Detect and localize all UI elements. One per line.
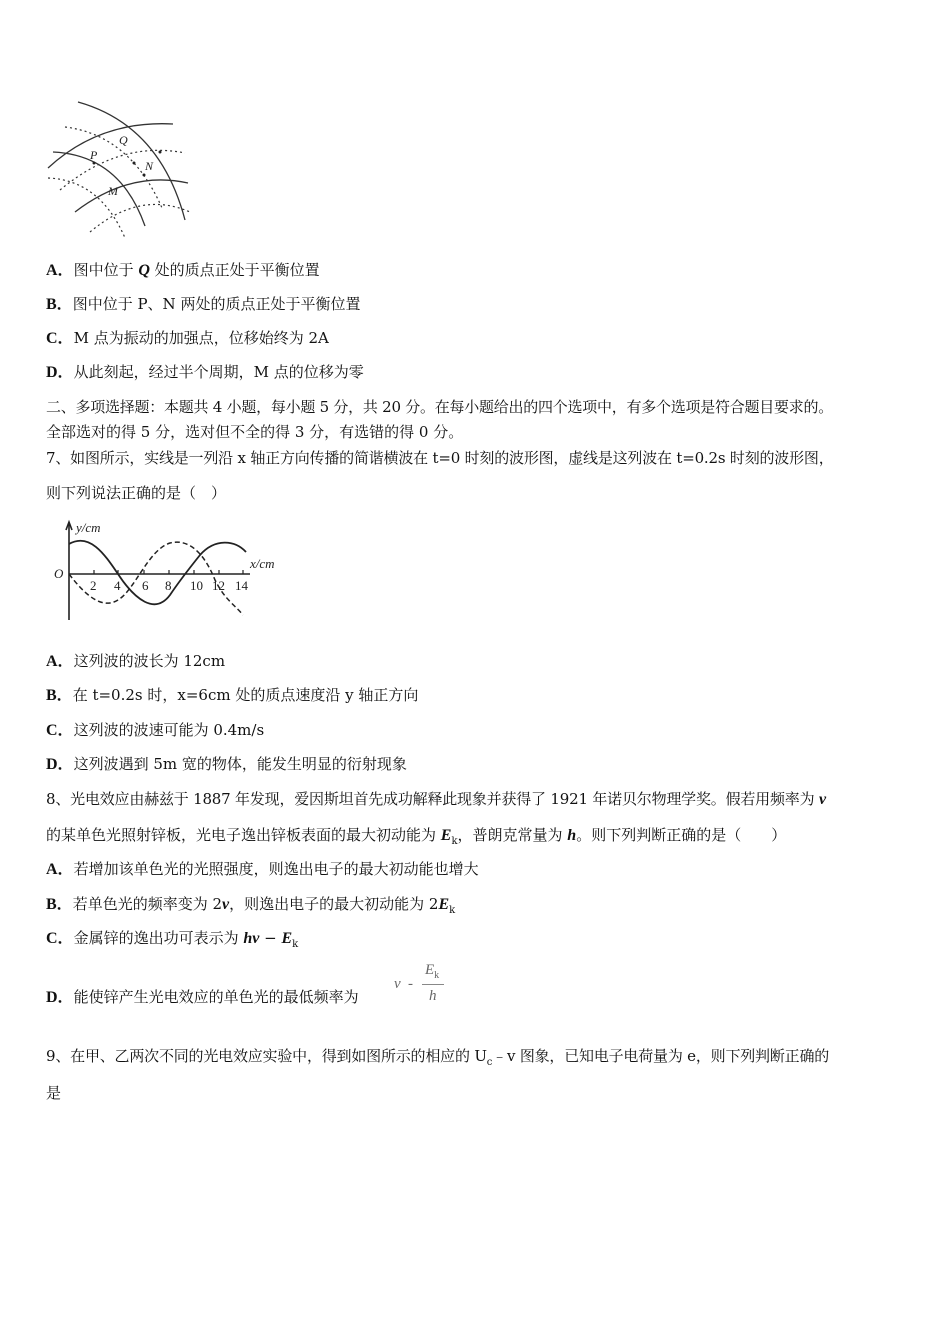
- wave-graph: [40, 510, 300, 630]
- q8-option-c: [46, 928, 298, 955]
- x-axis-label: x/cm: [250, 556, 275, 571]
- stem-text: 9、在甲、乙两次不同的光电效应实验中，得到如图所示的相应的 U: [46, 1047, 487, 1065]
- section-instructions: 全部选对的得 5 分，选对但不全的得 3 分，有选错的得 0 分。: [46, 423, 464, 441]
- q7-stem-2: 则下列说法正确的是（ ）: [46, 484, 227, 502]
- option-key: B．: [46, 687, 73, 704]
- option-key: A．: [46, 653, 74, 670]
- subscript: k: [434, 970, 440, 981]
- var-hv: hv: [243, 930, 260, 947]
- var-e: E: [438, 896, 450, 913]
- option-key: A．: [46, 262, 74, 279]
- option-text: ，则逸出电子的最大初动能为 2: [229, 895, 439, 913]
- stem-text: ﹣v 图象，已知电子电荷量为 e，则下列判断正确的: [492, 1047, 830, 1065]
- subscript: k: [292, 939, 299, 950]
- option-text: 若单色光的频率变为 2: [72, 895, 222, 913]
- q8-option-a: [46, 859, 479, 880]
- var-e: E: [425, 962, 435, 978]
- q8-stem-2: [46, 825, 786, 852]
- stem-text: 。则下列判断正确的是（ ）: [576, 826, 787, 844]
- q8-option-b: [46, 894, 455, 921]
- minus: −: [259, 929, 282, 947]
- label-n: N: [145, 159, 154, 173]
- tick-label: 10: [190, 578, 203, 593]
- wavefront-diagram: [40, 90, 240, 250]
- q7-stem: 7、如图所示，实线是一列沿 x 轴正方向传播的简谐横波在 t=0 时刻的波形图，虚线是这列波在 t=0.2s 时刻的波形图，: [46, 449, 834, 467]
- q9-stem: [46, 1046, 829, 1073]
- q8-stem: [46, 789, 826, 810]
- option-text: 这列波的波长为 12cm: [73, 652, 226, 670]
- q6-option-d: [46, 362, 364, 383]
- tick-label: 14: [235, 578, 248, 593]
- option-text: 从此刻起，经过半个周期，M 点的位移为零: [73, 363, 364, 381]
- option-key: C．: [46, 330, 74, 347]
- tick-label: 2: [90, 578, 97, 593]
- stem-text: 的某单色光照射锌板，光电子逸出锌板表面的最大初动能为: [46, 826, 441, 844]
- var-e: E: [281, 930, 293, 947]
- fraction-bar: [422, 984, 444, 985]
- tick-label: 6: [142, 578, 149, 593]
- label-p: P: [90, 148, 98, 162]
- stem-text: ，普朗克常量为: [457, 826, 568, 844]
- q7-option-b: [46, 685, 418, 706]
- option-text: 处的质点正处于平衡位置: [149, 261, 320, 279]
- q7-option-c: [46, 720, 264, 741]
- tick-label: 4: [114, 578, 121, 593]
- minus: -: [408, 976, 413, 992]
- option-key: C．: [46, 722, 74, 739]
- label-m: M: [108, 184, 118, 198]
- var-h: h: [567, 827, 577, 844]
- option-text: 若增加该单色光的光照强度，则逸出电子的最大初动能也增大: [73, 860, 479, 878]
- var-e: E: [440, 827, 452, 844]
- subscript: c: [486, 1057, 493, 1068]
- label-q: Q: [119, 133, 128, 147]
- option-text: 这列波的波速可能为 0.4m/s: [73, 721, 265, 739]
- origin-label: O: [54, 566, 64, 581]
- var-nu: v: [818, 791, 826, 808]
- section-heading: 二、多项选择题：本题共 4 小题，每小题 5 分，共 20 分。在每小题给出的四个选项中，有多个选项是符合题目要求的。: [46, 398, 834, 416]
- var-q: Q: [138, 262, 150, 279]
- option-text: M 点为振动的加强点，位移始终为 2A: [73, 329, 329, 347]
- q6-option-a: [46, 260, 320, 281]
- q6-option-b: [46, 294, 360, 315]
- q6-option-c: [46, 328, 329, 349]
- tick-label: 8: [165, 578, 172, 593]
- option-key: D．: [46, 756, 74, 773]
- option-key: B．: [46, 296, 73, 313]
- option-key: C．: [46, 930, 74, 947]
- option-text: 图中位于 P、N 两处的质点正处于平衡位置: [72, 295, 361, 313]
- subscript: k: [451, 836, 458, 847]
- option-text: 在 t=0.2s 时，x=6cm 处的质点速度沿 y 轴正方向: [72, 686, 419, 704]
- var-v: v: [222, 896, 230, 913]
- numerator: [425, 962, 439, 981]
- q8-option-d: [46, 987, 359, 1008]
- tick-label: 12: [212, 578, 225, 593]
- stem-text: 8、光电效应由赫兹于 1887 年发现，爱因斯坦首先成功解释此现象并获得了 1921 年诺贝尔物理学奖。假若用频率为: [46, 790, 819, 808]
- y-axis-label: y/cm: [76, 520, 101, 535]
- option-key: B．: [46, 896, 73, 913]
- option-key: A．: [46, 861, 74, 878]
- option-text: 能使锌产生光电效应的单色光的最低频率为: [73, 988, 359, 1006]
- var-nu: ν: [394, 976, 401, 992]
- q9-stem-2: 是: [46, 1084, 62, 1102]
- q7-option-a: [46, 651, 225, 672]
- option-key: D．: [46, 364, 74, 381]
- option-text: 金属锌的逸出功可表示为: [73, 929, 244, 947]
- option-key: D．: [46, 989, 74, 1006]
- subscript: k: [449, 905, 456, 916]
- option-text: 图中位于: [73, 261, 139, 279]
- q7-option-d: [46, 754, 407, 775]
- denominator: h: [429, 988, 437, 1004]
- option-text: 这列波遇到 5m 宽的物体，能发生明显的衍射现象: [73, 755, 407, 773]
